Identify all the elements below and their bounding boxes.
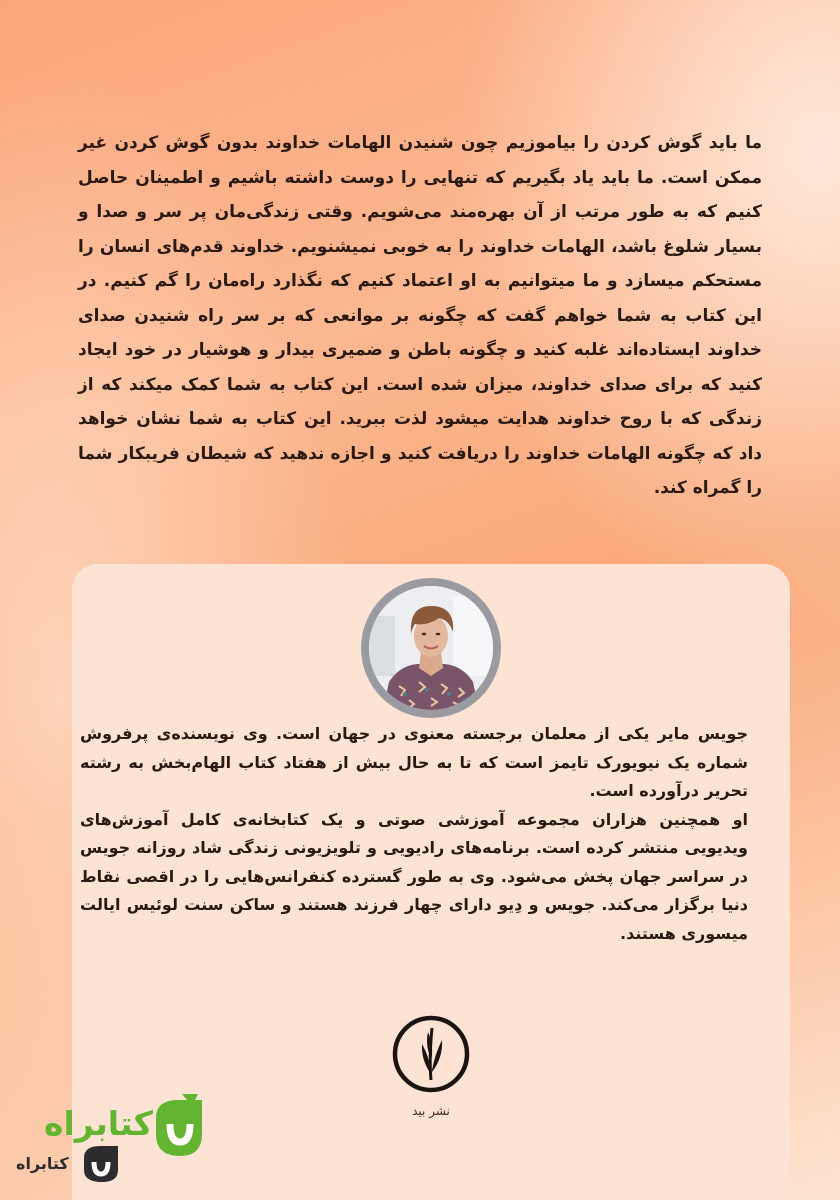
- willow-leaf-logo-icon: [391, 1014, 471, 1094]
- publisher-logo: [391, 1014, 471, 1118]
- publisher-name: نشر بید: [412, 1104, 450, 1118]
- watermark-text-small: کتابراه: [16, 1154, 69, 1173]
- author-portrait: [369, 586, 493, 710]
- ketabrah-watermark: [10, 1090, 210, 1190]
- author-bio-paragraph-1: جویس مایر یکی از معلمان برجسته معنوی در جهان است. وی نویسنده‌ی پرفروش شماره یک نیویورک تایمز است که تا به حال بیش از هفتاد کتاب الهام‌بخش به رشته تحریر درآورده است.: [80, 724, 748, 800]
- author-bio-paragraph-2: او همچنین هزاران مجموعه آموزشی صوتی و یک کتابخانه‌ی کامل آموزش‌های ویدیویی منتشر کرده است. برنامه‌های رادیویی و تلویزیونی زندگی شاد روزانه جویس در سراسر جهان پخش می‌شود. وی به طور گسترده کنفرانس‌هایی را در اقصی نقاط دنیا برگزار می‌کند. جویس و دِیو دارای چهار فرزند هستند و ساکن سنت لوئیس ایالت میسوری هستند.: [80, 809, 748, 943]
- author-portrait-icon: [369, 586, 493, 710]
- watermark-text-large: کتابراه: [44, 1104, 153, 1143]
- ketabrah-small-logo-icon: [78, 1144, 132, 1184]
- author-bio: [80, 720, 748, 948]
- intro-section: [78, 126, 762, 506]
- intro-paragraph: ما باید گوش کردن را بیاموزیم چون شنیدن الهامات خداوند بدون گوش کردن غیر ممکن است. ما باید یاد بگیریم که تنهایی را دوست داشته باشیم و اطمینان حاصل کنیم که به طور مرتب از آن بهره‌مند می‌شویم. وقتی زندگی‌مان پر سر و صدا و بسیار شلوغ باشد، الهامات خداوند را به خوبی نمیشنویم. خداوند قدم‌های انسان را مستحکم میسازد و ما میتوانیم به او اعتماد کنیم که نگذارد راه‌مان را گم کنیم. در این کتاب به شما خواهم گفت که چگونه بر موانعی که بر سر راه شنیدن صدای خداوند ایستاده‌اند غلبه کنید و چگونه باطن و ضمیری بیدار و هوشیار در خود ایجاد کنید که برای صدای خداوند، میزان شده است. این کتاب به شما کمک میکند که از زندگی که با روح خداوند هدایت میشود لذت ببرید. این کتاب به شما نشان خواهد داد که چگونه الهامات خداوند را دریافت کنید و اجازه ندهید که شیطان فریبکار شما را گمراه کند.: [78, 133, 762, 498]
- author-portrait-frame: [361, 578, 501, 718]
- ketabrah-logo-icon: [148, 1094, 210, 1164]
